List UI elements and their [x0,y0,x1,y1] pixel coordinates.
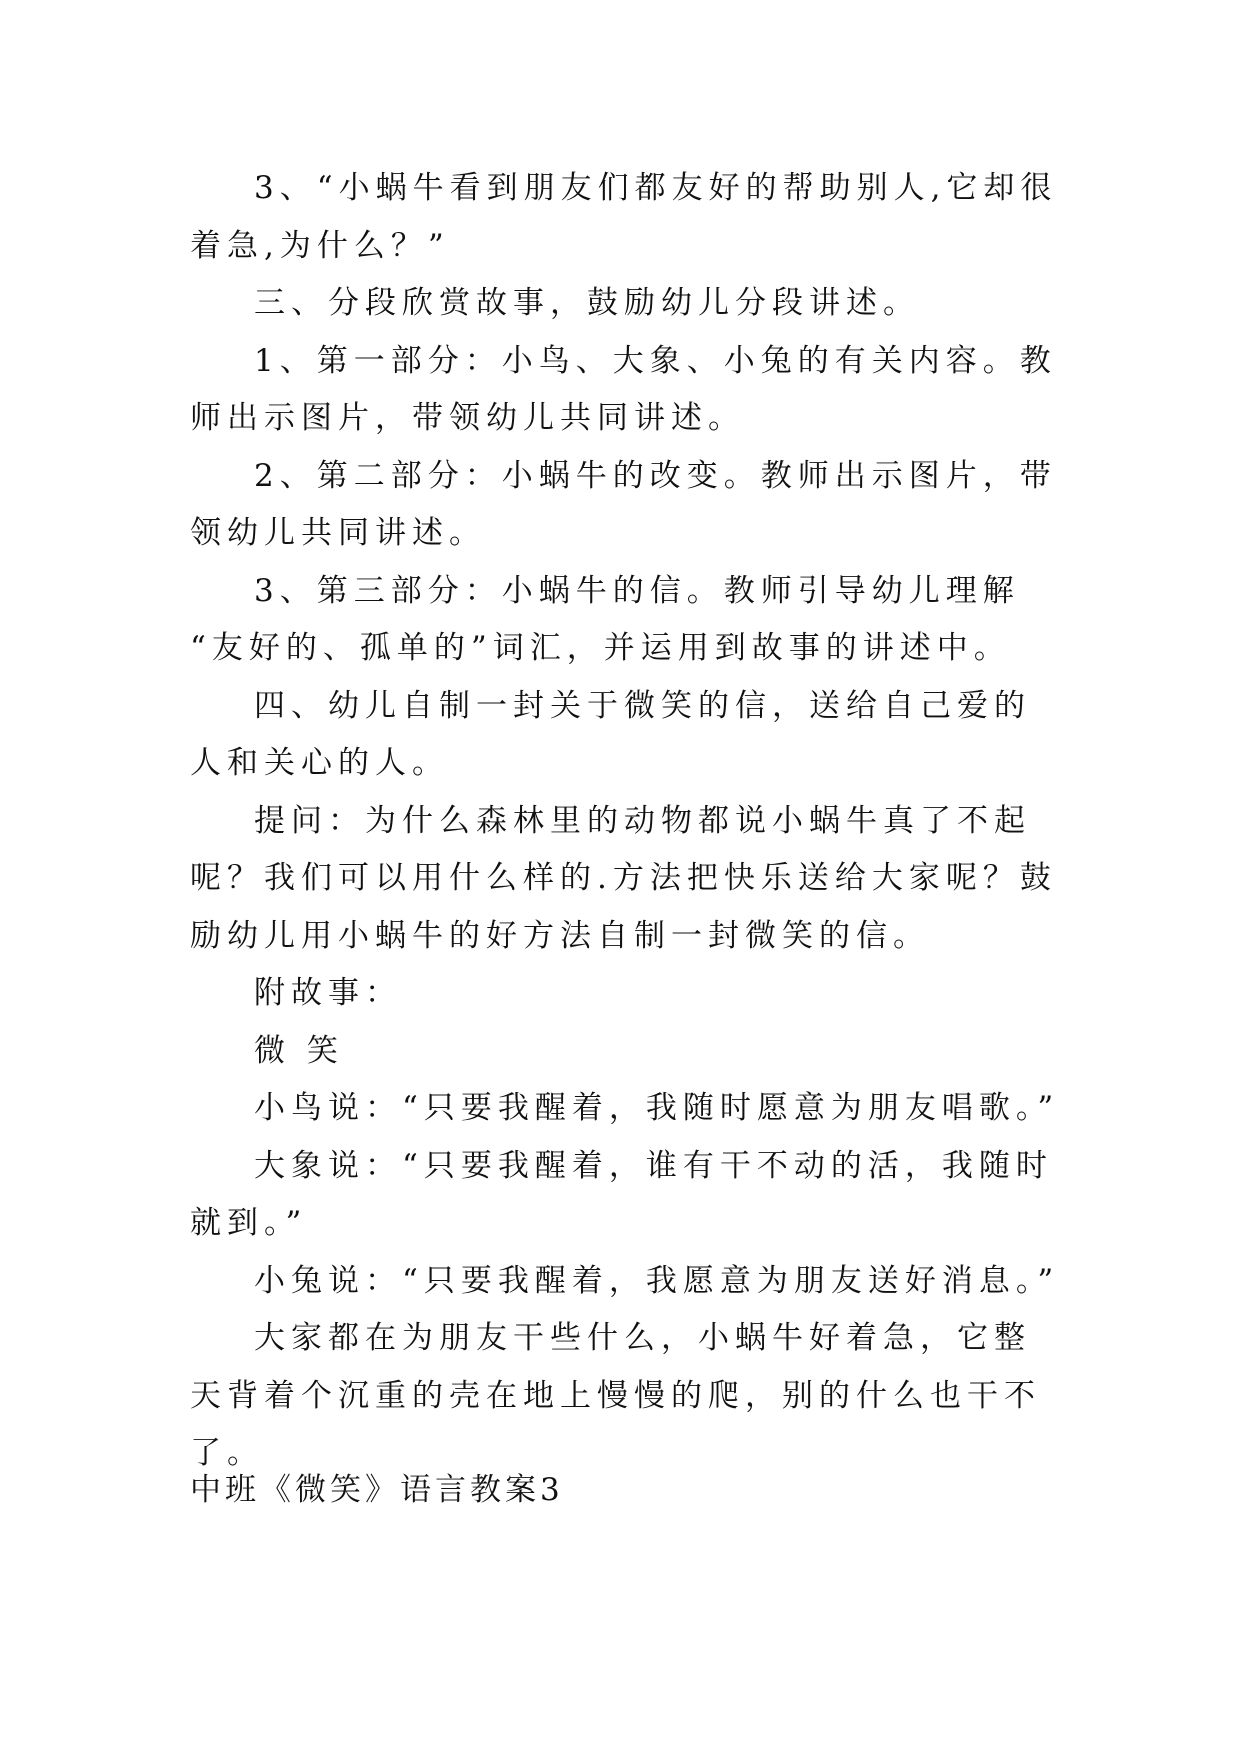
story-title: 微 笑 [254,1032,344,1069]
story-line-elephant: 大象说：“只要我醒着，谁有干不动的活，我随时就到。” [190,1147,1053,1241]
story-line-rabbit: 小兔说：“只要我醒着，我愿意为朋友送好消息。” [254,1262,1060,1299]
paragraph-section-4: 四、幼儿自制一封关于微笑的信，送给自己爱的人和关心的人。 [190,687,1031,781]
paragraph-part-2: 2、第二部分：小蜗牛的改变。教师出示图片，带领幼儿共同讲述。 [190,457,1057,551]
paragraph-section-3: 三、分段欣赏故事，鼓励幼儿分段讲述。 [254,285,920,321]
story-line-snail: 大家都在为朋友干些什么，小蜗牛好着急，它整天背着个沉重的壳在地上慢慢的爬，别的什么也干不了。 [190,1320,1041,1471]
document-body [190,160,1060,1483]
next-lesson-heading: 中班《微笑》语言教案3 [190,1472,564,1508]
paragraph-part-1: 1、第一部分：小鸟、大象、小兔的有关内容。教师出示图片，带领幼儿共同讲述。 [190,342,1057,436]
paragraph-question-3: 3、“小蜗牛看到朋友们都友好的帮助别人,它却很着急,为什么？” [190,170,1058,264]
paragraph-part-3: 3、第三部分：小蜗牛的信。教师引导幼儿理解 “友好的、孤单的”词汇，并运用到故事的讲述中。 [190,572,1020,666]
story-line-bird: 小鸟说：“只要我醒着，我随时愿意为朋友唱歌。” [254,1090,1060,1126]
paragraph-appendix-label: 附故事： [254,975,402,1011]
paragraph-question: 提问：为什么森林里的动物都说小蜗牛真了不起呢？我们可以用什么样的.方法把快乐送给大家呢？鼓励幼儿用小蜗牛的好方法自制一封微笑的信。 [190,802,1057,954]
